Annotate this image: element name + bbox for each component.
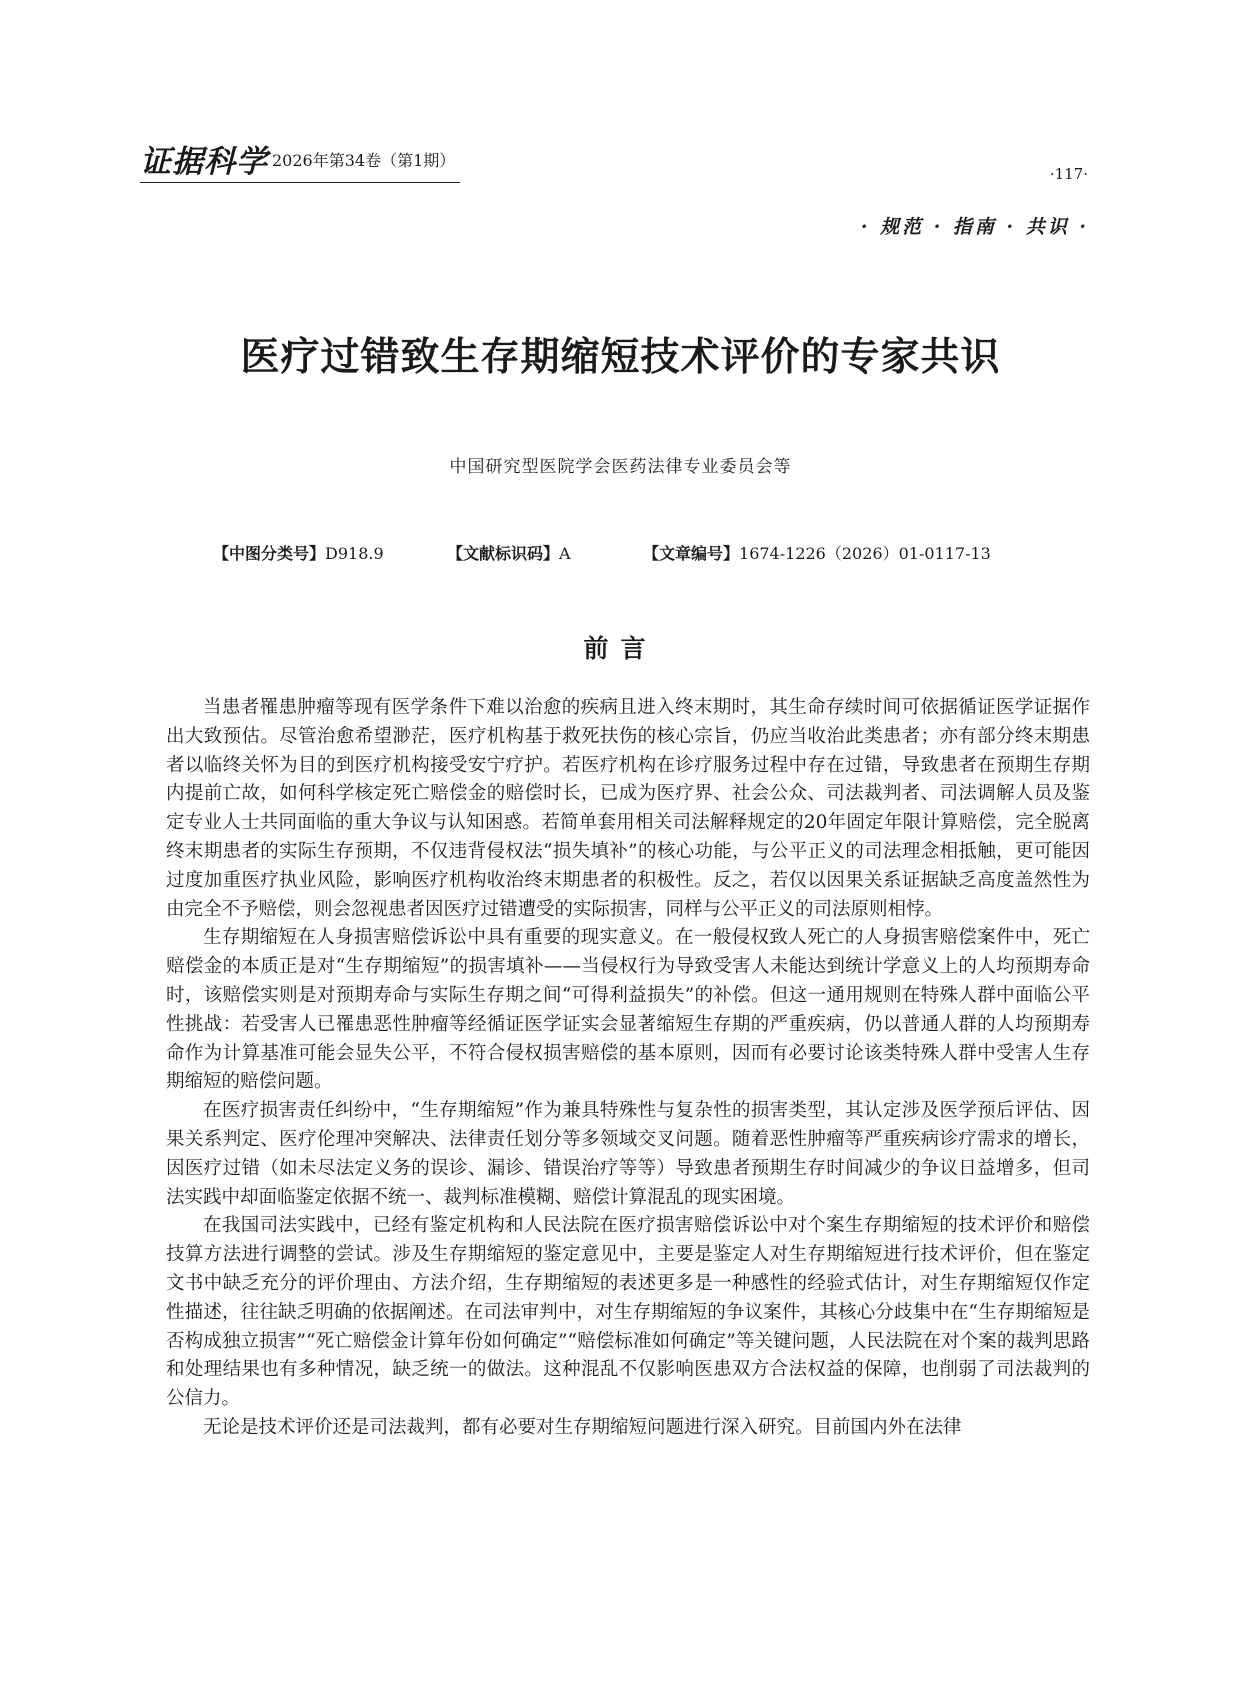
- paragraph: 生存期缩短在人身损害赔偿诉讼中具有重要的现实意义。在一般侵权致人死亡的人身损害赔偿案件中，死亡赔偿金的本质正是对“生存期缩短”的损害填补——当侵权行为导致受害人未能达到统计学意义上的人均预期寿命时，该赔偿实则是对预期寿命与实际生存期之间“可得利益损失”的补偿。但这一通用规则在特殊人群中面临公平性挑战：若受害人已罹患恶性肿瘤等经循证医学证实会显著缩短生存期的严重疾病，仍以普通人群的人均预期寿命作为计算基准可能会显失公平，不符合侵权损害赔偿的基本原则，因而有必要讨论该类特殊人群中受害人生存期缩短的赔偿问题。: [166, 927, 1090, 1093]
- paragraph: 无论是技术评价还是司法裁判，都有必要对生存期缩短问题进行深入研究。目前国内外在法律: [203, 1416, 962, 1438]
- meta-article-number: [643, 541, 991, 564]
- meta-article-number-label: 【文章编号】: [643, 544, 740, 563]
- article-title: 医疗过错致生存期缩短技术评价的专家共识: [240, 335, 1001, 380]
- meta-clc-label: 【中图分类号】: [213, 544, 326, 563]
- meta-clc: [213, 541, 384, 564]
- article-author: 中国研究型医院学会医药法律专业委员会等: [449, 457, 792, 477]
- section-tag: · 规范 · 指南 · 共识 ·: [860, 216, 1089, 238]
- meta-doc-code-label: 【文献标识码】: [447, 544, 560, 563]
- section-heading: 前言: [583, 634, 658, 663]
- paragraph: 在我国司法实践中，已经有鉴定机构和人民法院在医疗损害赔偿诉讼中对个案生存期缩短的技术评价和赔偿技算方法进行调整的尝试。涉及生存期缩短的鉴定意见中，主要是鉴定人对生存期缩短进行技术评价，但在鉴定文书中缺乏充分的评价理由、方法介绍，生存期缩短的表述更多是一种感性的经验式估计，对生存期缩短仅作定性描述，往往缺乏明确的依据阐述。在司法审判中，对生存期缩短的争议案件，其核心分歧集中在“生存期缩短是否构成独立损害”“死亡赔偿金计算年份如何确定”“赔偿标准如何确定”等关键问题，人民法院在对个案的裁判思路和处理结果也有多种情况，缺乏统一的做法。这种混乱不仅影响医患双方合法权益的保障，也削弱了司法裁判的公信力。: [166, 1215, 1090, 1410]
- page-number: ·117·: [1049, 165, 1088, 183]
- journal-issue: 2026年第34卷（第1期）: [272, 151, 456, 170]
- meta-article-number-value: 1674-1226（2026）01-0117-13: [739, 544, 991, 563]
- meta-doc-code: [447, 541, 571, 564]
- journal-logo: 证据科学: [140, 144, 268, 180]
- meta-doc-code-value: A: [559, 544, 571, 563]
- paragraph: 在医疗损害责任纠纷中，“生存期缩短”作为兼具特殊性与复杂性的损害类型，其认定涉及医学预后评估、因果关系判定、医疗伦理冲突解决、法律责任划分等多领域交叉问题。随着恶性肿瘤等严重疾病诊疗需求的增长，因医疗过错（如未尽法定义务的误诊、漏诊、错误治疗等等）导致患者预期生存时间减少的争议日益增多，但司法实践中却面临鉴定依据不统一、裁判标准模糊、赔偿计算混乱的现实困境。: [166, 1100, 1090, 1208]
- journal-header: [140, 136, 460, 183]
- meta-clc-value: D918.9: [325, 544, 384, 563]
- body-text: [166, 694, 1090, 1443]
- paragraph: 当患者罹患肿瘤等现有医学条件下难以治愈的疾病且进入终末期时，其生命存续时间可依据循证医学证据作出大致预估。尽管治愈希望渺茫，医疗机构基于救死扶伤的核心宗旨，仍应当收治此类患者；亦有部分终末期患者以临终关怀为目的到医疗机构接受安宁疗护。若医疗机构在诊疗服务过程中存在过错，导致患者在预期生存期内提前亡故，如何科学核定死亡赔偿金的赔偿时长，已成为医疗界、社会公众、司法裁判者、司法调解人员及鉴定专业人士共同面临的重大争议与认知困惑。若简单套用相关司法解释规定的20年固定年限计算赔偿，完全脱离终末期患者的实际生存预期，不仅违背侵权法“损失填补”的核心功能，与公平正义的司法理念相抵触，更可能因过度加重医疗执业风险，影响医疗机构收治终末期患者的积极性。反之，若仅以因果关系证据缺乏高度盖然性为由完全不予赔偿，则会忽视患者因医疗过错遭受的实际损害，同样与公平正义的司法原则相悖。: [166, 697, 1090, 920]
